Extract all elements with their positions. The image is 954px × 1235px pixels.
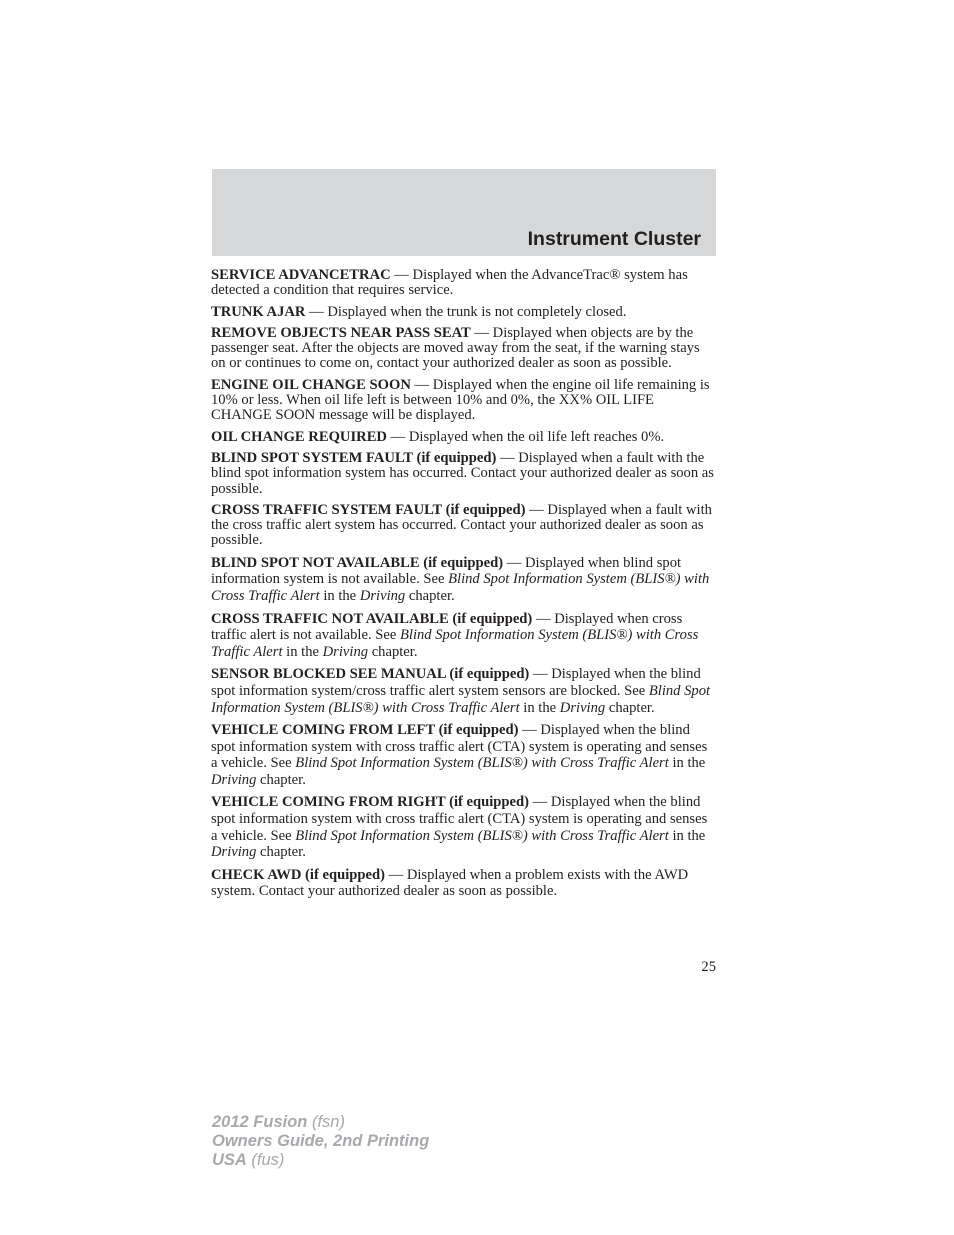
message-term: SERVICE ADVANCETRAC [211, 267, 391, 283]
message-description: chapter. [605, 699, 655, 716]
page-number: 25 [701, 959, 716, 975]
message-description: chapter. [405, 587, 455, 604]
footer-line-guide: Owners Guide, 2nd Printing [212, 1132, 430, 1150]
message-entry [211, 867, 717, 900]
message-description: — Displayed when the engine oil life remaining is 10% or less. When oil life left is between 10% and 0%, the XX% OIL LIFE CHANGE SOON message will be displayed. [211, 376, 710, 424]
message-description: chapter. [256, 771, 306, 788]
message-description: — Displayed when the blind spot information system with cross traffic alert (CTA) system is operating and senses a vehicle. See [211, 794, 708, 844]
message-term: VEHICLE COMING FROM LEFT (if equipped) [211, 722, 519, 739]
message-term: SENSOR BLOCKED SEE MANUAL (if equipped) [211, 666, 530, 683]
message-entry [211, 430, 717, 445]
message-term: REMOVE OBJECTS NEAR PASS SEAT [211, 324, 471, 341]
cross-reference: Blind Spot Information System (BLIS®) with Cross Traffic Alert [295, 827, 669, 844]
message-description: — Displayed when the AdvanceTrac® system has detected a condition that requires service. [211, 267, 688, 299]
cross-reference: Driving [559, 699, 606, 716]
message-description: — Displayed when a problem exists with the AWD system. Contact your authorized dealer as soon as possible. [211, 866, 689, 900]
message-term: BLIND SPOT SYSTEM FAULT (if equipped) [211, 449, 497, 466]
section-header-band [212, 169, 716, 256]
message-entry [211, 503, 717, 549]
message-term: TRUNK AJAR [211, 303, 306, 320]
cross-reference: Blind Spot Information System (BLIS®) with Cross Traffic Alert [211, 682, 711, 716]
section-title: Instrument Cluster [527, 228, 701, 250]
cross-reference: Driving [211, 771, 257, 788]
message-list [211, 268, 717, 906]
message-description: in the [668, 755, 706, 772]
message-term: CHECK AWD (if equipped) [211, 866, 385, 883]
message-entry [211, 305, 717, 320]
message-description: — Displayed when the oil life left reaches 0%. [386, 428, 665, 445]
message-description: — Displayed when a fault with the cross traffic alert system has occurred. Contact your authorized dealer as soon as possible. [211, 501, 712, 549]
message-entry [211, 326, 717, 372]
message-description: — Displayed when the trunk is not completely closed. [305, 303, 627, 320]
message-description: chapter. [256, 844, 306, 861]
message-entry [211, 378, 717, 424]
cross-reference: Blind Spot Information System (BLIS®) with Cross Traffic Alert [295, 755, 669, 772]
message-entry [211, 666, 717, 716]
message-entry [211, 555, 717, 605]
message-description: — Displayed when a fault with the blind spot information system has occurred. Contact your authorized dealer as soon as possible. [211, 449, 714, 497]
message-description: — Displayed when cross traffic alert is not available. See [211, 610, 683, 644]
cross-reference: Blind Spot Information System (BLIS®) with Cross Traffic Alert [211, 627, 699, 660]
footer-line-model: 2012 Fusion (fsn) [212, 1113, 345, 1131]
footer-line-market: USA (fus) [212, 1151, 285, 1169]
footer [212, 1113, 429, 1170]
message-term: ENGINE OIL CHANGE SOON [211, 376, 411, 393]
message-term: OIL CHANGE REQUIRED [211, 428, 387, 445]
message-term: BLIND SPOT NOT AVAILABLE (if equipped) [211, 554, 504, 571]
message-term: CROSS TRAFFIC SYSTEM FAULT (if equipped) [211, 501, 526, 518]
message-term: CROSS TRAFFIC NOT AVAILABLE (if equipped) [211, 610, 533, 627]
message-entry [211, 268, 717, 299]
message-term: VEHICLE COMING FROM RIGHT (if equipped) [211, 794, 529, 811]
cross-reference: Driving [322, 643, 369, 660]
message-description: in the [519, 699, 560, 716]
message-description: in the [668, 827, 706, 844]
message-description: in the [319, 587, 360, 604]
message-description: — Displayed when the blind spot information system/cross traffic alert system sensors are blocked. See [211, 666, 701, 699]
message-description: in the [282, 643, 323, 660]
message-description: — Displayed when the blind spot information system with cross traffic alert (CTA) system is operating and senses a vehicle. See [211, 722, 708, 772]
cross-reference: Driving [359, 587, 406, 604]
message-entry [211, 794, 717, 860]
message-entry [211, 451, 717, 497]
cross-reference: Driving [211, 844, 257, 861]
message-entry [211, 611, 717, 661]
message-description: chapter. [368, 643, 418, 660]
message-entry [211, 722, 717, 788]
message-description: — Displayed when objects are by the passenger seat. After the objects are moved away from the seat, if the warning stays on or continues to come on, contact your authorized dealer as soon as possible. [211, 324, 700, 372]
message-description: — Displayed when blind spot information system is not available. See [211, 554, 682, 588]
cross-reference: Blind Spot Information System (BLIS®) with Cross Traffic Alert [211, 571, 710, 604]
